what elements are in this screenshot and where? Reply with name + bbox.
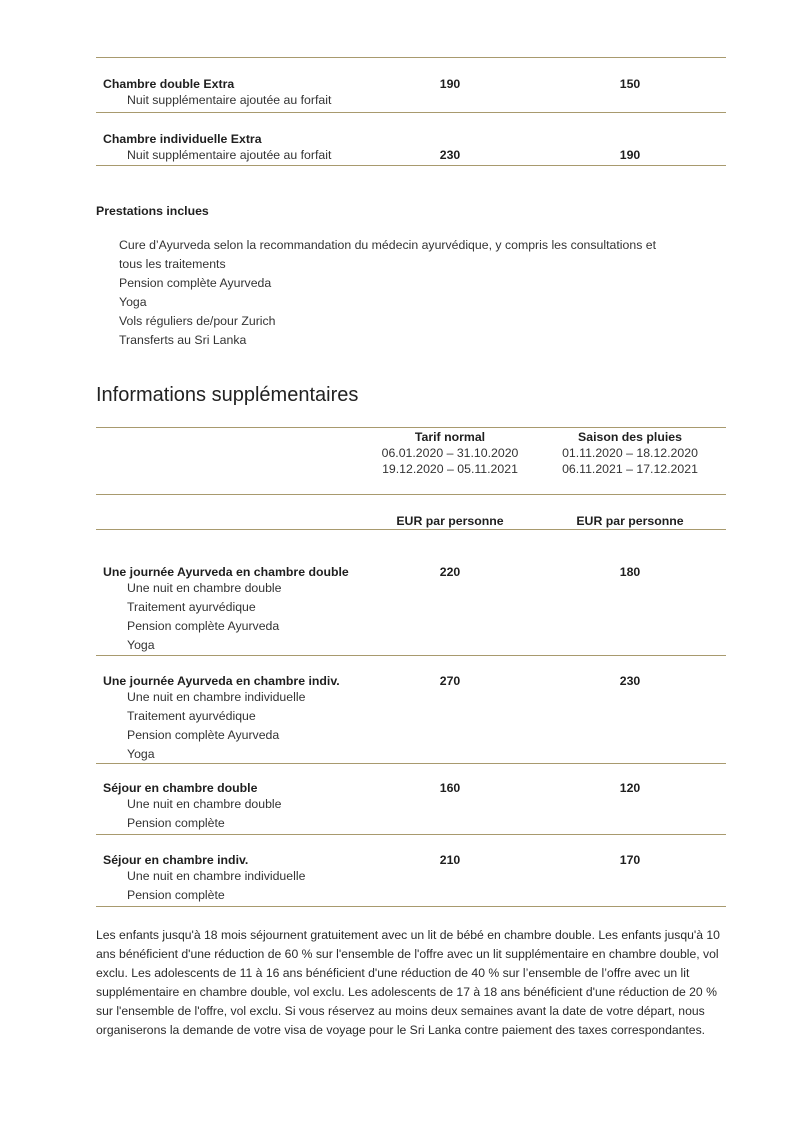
col-normal-title: Tarif normal — [414, 430, 486, 444]
row-price-rain: 120 — [619, 781, 641, 795]
table-rule — [96, 494, 726, 495]
children-note: Les enfants jusqu'à 18 mois séjournent gratuitement avec un lit de bébé en chambre double. Les enfants jusqu'à 10 ans bénéficient d'une réduction de 60 % sur l'ensemble de l'offre avec un lit supplémentaire en chambre double, vol exclu. Les adolescents de 11 à 16 ans bénéficient d'une réduction de 40 % sur l’ensemble de l’offre avec un lit supplémentaire en chambre double, vol exclu. Les adolescents de 17 à 18 ans bénéficient d'une réduction de 20 % sur l'ensemble de l'offre, vol exclu. Si vous réservez au moins deux semaines avant la date de votre départ, nous organiserons la demande de votre visa de voyage pour le Sri Lanka contre paiement des taxes correspondantes. — [96, 928, 720, 1037]
row-detail: Une nuit en chambre individuelle — [127, 869, 306, 883]
extra-single-price-rain: 190 — [619, 148, 641, 162]
col-rain-unit: EUR par personne — [576, 514, 684, 528]
row-detail: Pension complète — [127, 888, 225, 902]
row-detail: Une nuit en chambre double — [127, 581, 282, 595]
row-detail: Pension complète — [127, 816, 225, 830]
row-detail: Traitement ayurvédique — [127, 600, 256, 614]
table-rule — [96, 763, 726, 764]
list-item: Yoga — [119, 295, 147, 309]
list-item: Cure d’Ayurveda selon la recommandation du médecin ayurvédique, y compris les consultations et — [119, 238, 657, 252]
extra-double-price-normal: 190 — [439, 77, 461, 91]
table-rule — [96, 57, 726, 58]
row-detail: Yoga — [127, 638, 155, 652]
extra-double-subtitle: Nuit supplémentaire ajoutée au forfait — [127, 93, 332, 107]
list-item: Pension complète Ayurveda — [119, 276, 272, 290]
list-item: Transferts au Sri Lanka — [119, 333, 247, 347]
col-normal-unit: EUR par personne — [396, 514, 504, 528]
row-detail: Une nuit en chambre individuelle — [127, 690, 306, 704]
row-price-normal: 210 — [439, 853, 461, 867]
col-rain-dates-1: 01.11.2020 – 18.12.2020 — [562, 446, 698, 460]
row-price-normal: 160 — [439, 781, 461, 795]
included-heading: Prestations inclues — [96, 204, 209, 218]
row-detail: Yoga — [127, 747, 155, 761]
list-item: Vols réguliers de/pour Zurich — [119, 314, 276, 328]
row-title: Séjour en chambre indiv. — [103, 853, 249, 867]
table-rule — [96, 112, 726, 113]
extra-double-price-rain: 150 — [619, 77, 641, 91]
col-normal-dates-2: 19.12.2020 – 05.11.2021 — [382, 462, 518, 476]
extra-double-title: Chambre double Extra — [103, 77, 235, 91]
row-title: Séjour en chambre double — [103, 781, 258, 795]
table-rule — [96, 529, 726, 530]
list-item: tous les traitements — [119, 257, 226, 271]
table-rule — [96, 655, 726, 656]
row-price-normal: 220 — [439, 565, 461, 579]
row-detail: Une nuit en chambre double — [127, 797, 282, 811]
table-rule — [96, 834, 726, 835]
row-detail: Pension complète Ayurveda — [127, 619, 280, 633]
section-heading: Informations supplémentaires — [96, 384, 359, 406]
row-price-rain: 230 — [619, 674, 641, 688]
extra-single-title: Chambre individuelle Extra — [103, 132, 262, 146]
row-detail: Traitement ayurvédique — [127, 709, 256, 723]
extra-single-price-normal: 230 — [439, 148, 461, 162]
extra-single-subtitle: Nuit supplémentaire ajoutée au forfait — [127, 148, 332, 162]
row-price-rain: 170 — [619, 853, 641, 867]
table-rule — [96, 427, 726, 428]
col-rain-dates-2: 06.11.2021 – 17.12.2021 — [562, 462, 698, 476]
col-rain-title: Saison des pluies — [578, 430, 682, 444]
table-rule — [96, 165, 726, 166]
table-rule — [96, 906, 726, 907]
row-title: Une journée Ayurveda en chambre indiv. — [103, 674, 340, 688]
row-price-normal: 270 — [439, 674, 461, 688]
row-price-rain: 180 — [619, 565, 641, 579]
col-normal-dates-1: 06.01.2020 – 31.10.2020 — [381, 446, 519, 460]
row-detail: Pension complète Ayurveda — [127, 728, 280, 742]
row-title: Une journée Ayurveda en chambre double — [103, 565, 349, 579]
